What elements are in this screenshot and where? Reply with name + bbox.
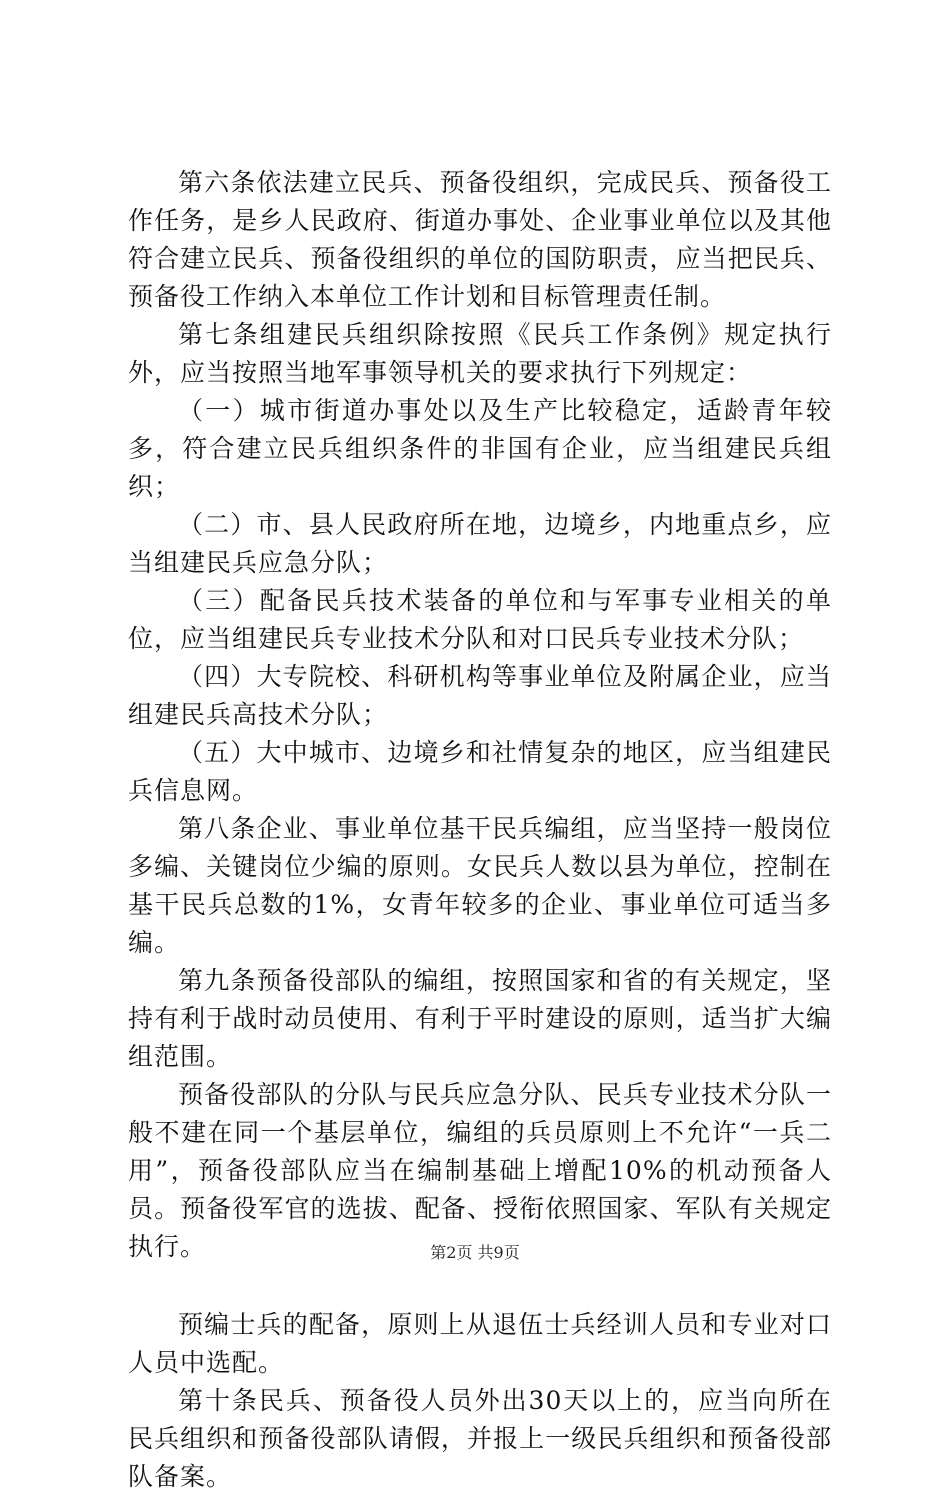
paragraph-article-9: 第九条预备役部队的编组，按照国家和省的有关规定，坚持有利于战时动员使用、有利于平时建设的原则，适当扩大编组范围。 [128,966,832,1071]
page-number-footer: 第2页 共9页 [430,1243,520,1262]
paragraph-article-6: 第六条依法建立民兵、预备役组织，完成民兵、预备役工作任务，是乡人民政府、街道办事处、企业事业单位以及其他符合建立民兵、预备役组织的单位的国防职责，应当把民兵、预备役工作纳入本单位工作计划和目标管理责任制。 [128,168,832,311]
paragraph-clause-3: （三）配备民兵技术装备的单位和与军事专业相关的单位，应当组建民兵专业技术分队和对口民兵专业技术分队； [128,586,832,653]
paragraph-article-10: 第十条民兵、预备役人员外出30天以上的，应当向所在民兵组织和预备役部队请假，并报上一级民兵组织和预备役部队备案。 [128,1386,832,1491]
paragraph-reserve-soldiers: 预编士兵的配备，原则上从退伍士兵经训人员和专业对口人员中选配。 [128,1310,832,1377]
paragraph-clause-5: （五）大中城市、边境乡和社情复杂的地区，应当组建民兵信息网。 [128,738,832,805]
paragraph-article-8: 第八条企业、事业单位基干民兵编组，应当坚持一般岗位多编、关键岗位少编的原则。女民兵人数以县为单位，控制在基干民兵总数的1%，女青年较多的企业、事业单位可适当多编。 [128,814,832,957]
document-body [128,164,832,1496]
paragraph-reserve-units: 预备役部队的分队与民兵应急分队、民兵专业技术分队一般不建在同一个基层单位，编组的兵员原则上不允许“一兵二用”，预备役部队应当在编制基础上增配10%的机动预备人员。预备役军官的选拔、配备、授衔依照国家、军队有关规定执行。 [128,1080,832,1261]
paragraph-clause-2: （二）市、县人民政府所在地，边境乡，内地重点乡，应当组建民兵应急分队； [128,510,832,577]
paragraph-clause-4: （四）大专院校、科研机构等事业单位及附属企业，应当组建民兵高技术分队； [128,662,832,729]
paragraph-clause-1: （一）城市街道办事处以及生产比较稳定，适龄青年较多，符合建立民兵组织条件的非国有企业，应当组建民兵组织； [128,396,832,501]
paragraph-article-7: 第七条组建民兵组织除按照《民兵工作条例》规定执行外，应当按照当地军事领导机关的要求执行下列规定： [128,320,832,387]
